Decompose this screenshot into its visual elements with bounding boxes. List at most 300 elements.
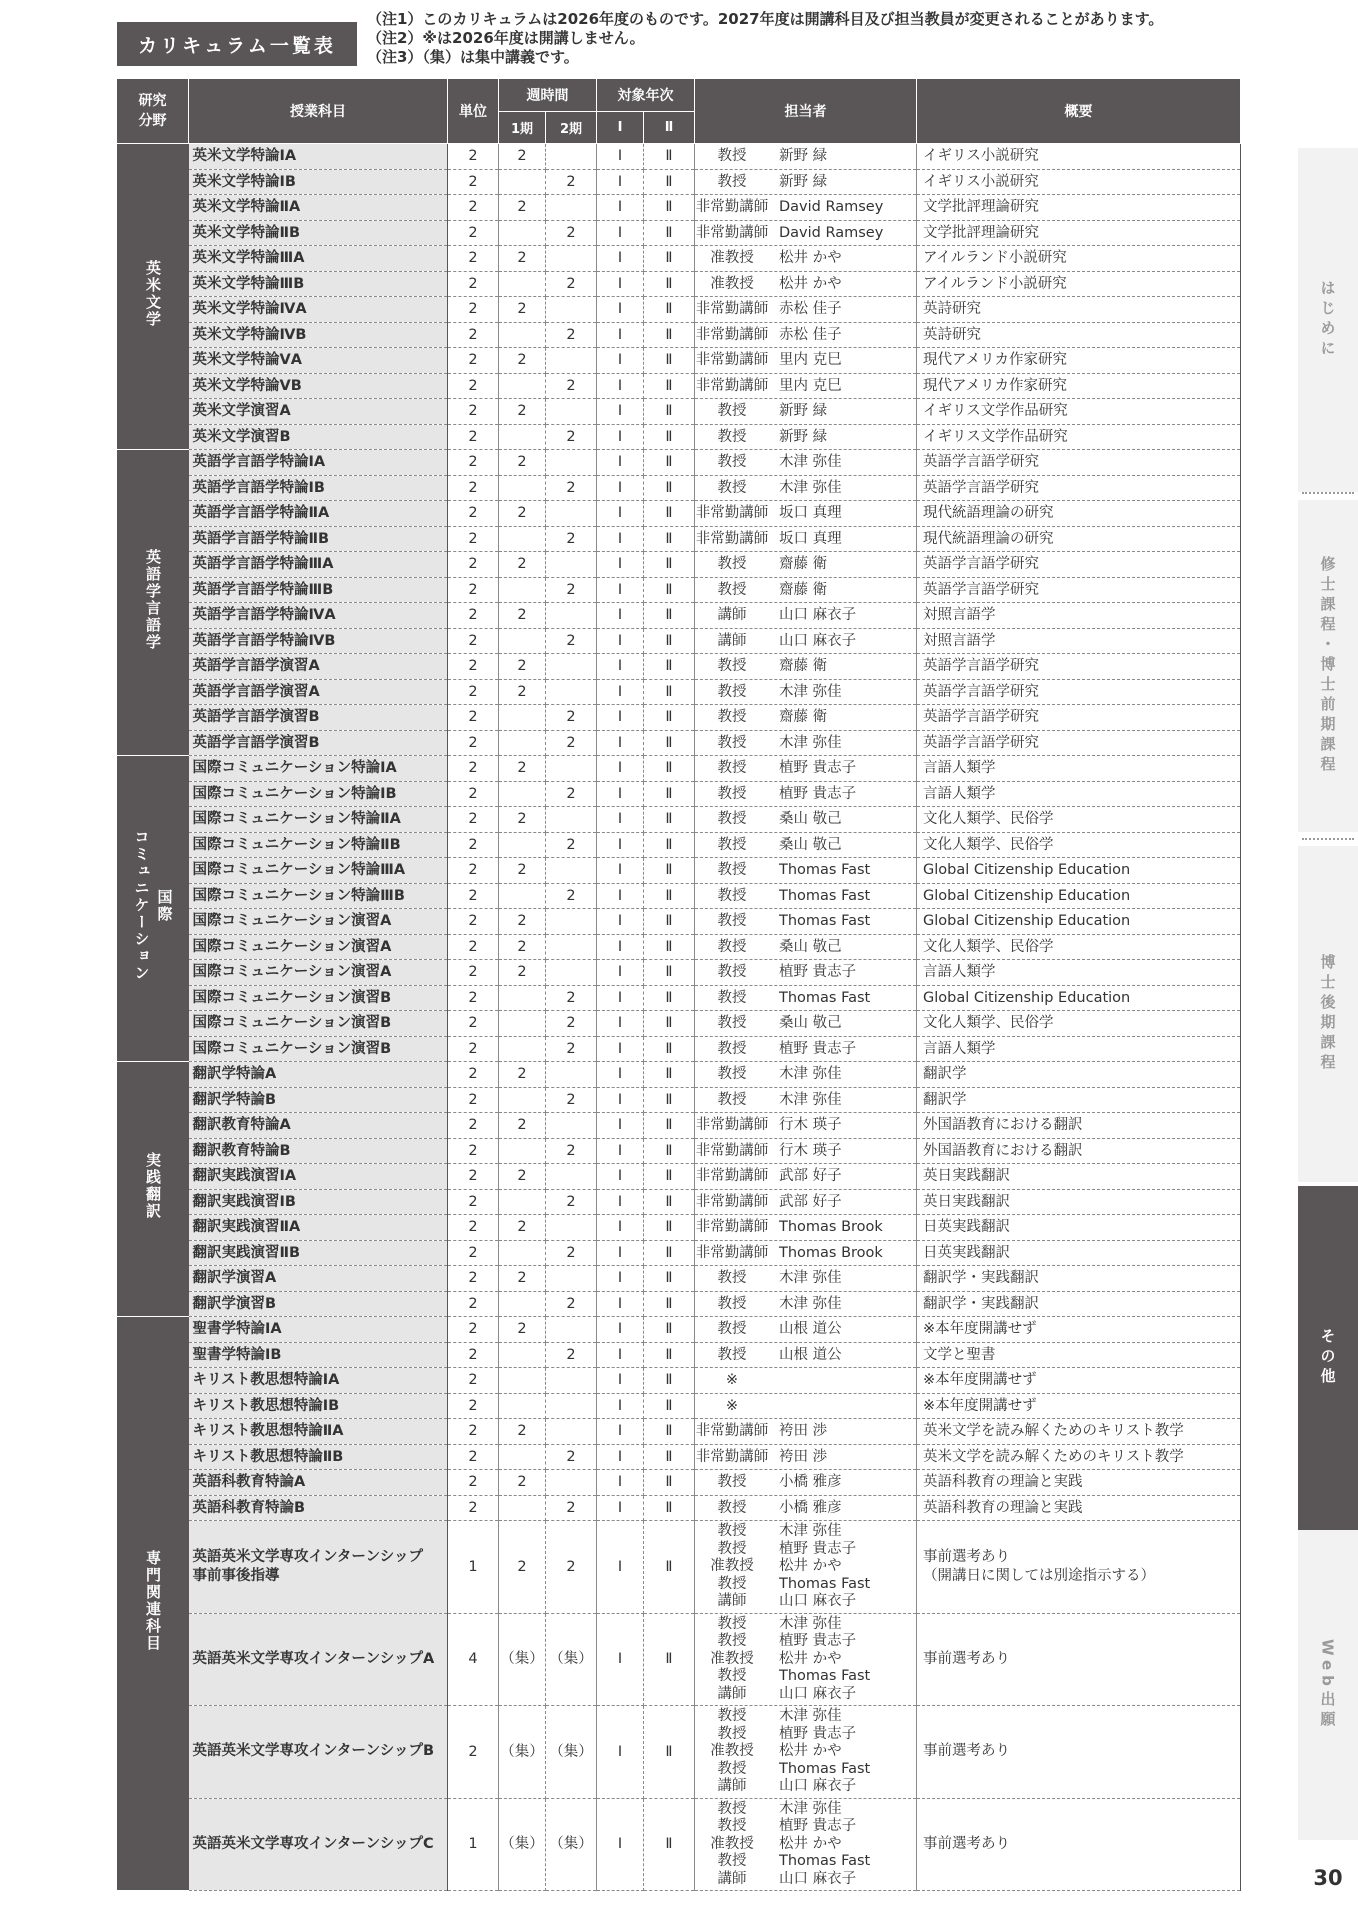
hours-term1-cell <box>499 1011 546 1037</box>
instructor-name: 植野 貴志子 <box>779 1540 857 1557</box>
year2-cell: Ⅱ <box>644 832 695 858</box>
instructor-cell <box>695 322 917 348</box>
overview-cell: 英米文学を読み解くためのキリスト教学 <box>917 1444 1241 1470</box>
year1-cell: Ⅰ <box>597 1521 644 1614</box>
credits-cell: 2 <box>448 195 499 221</box>
overview-cell: 翻訳学 <box>917 1062 1241 1088</box>
overview-cell: 英語学言語学研究 <box>917 450 1241 476</box>
year2-cell: Ⅱ <box>644 144 695 170</box>
instructor-cell <box>695 679 917 705</box>
year2-cell: Ⅱ <box>644 399 695 425</box>
instructor-cell <box>695 985 917 1011</box>
hours-term2-cell <box>546 807 597 833</box>
credits-cell: 2 <box>448 909 499 935</box>
year1-cell: Ⅰ <box>597 1164 644 1190</box>
year1-cell: Ⅰ <box>597 858 644 884</box>
credits-cell: 2 <box>448 603 499 629</box>
credits-cell: 2 <box>448 628 499 654</box>
sidebar-tab-intro[interactable]: はじめに <box>1298 148 1358 492</box>
instructor-cell <box>695 832 917 858</box>
table-row <box>117 322 1241 348</box>
subject-cell: 翻訳学演習B <box>189 1291 448 1317</box>
instructor-name: 木津 弥佳 <box>779 1295 842 1312</box>
hours-term1-cell: 2 <box>499 195 546 221</box>
overview-cell: 英詩研究 <box>917 297 1241 323</box>
table-row <box>117 526 1241 552</box>
instructor-name: 木津 弥佳 <box>779 1066 842 1083</box>
year1-cell: Ⅰ <box>597 1087 644 1113</box>
overview-cell: 現代アメリカ作家研究 <box>917 373 1241 399</box>
year2-cell: Ⅱ <box>644 552 695 578</box>
overview-cell: 英語学言語学研究 <box>917 679 1241 705</box>
table-row <box>117 1393 1241 1419</box>
hours-term2-cell: 2 <box>546 220 597 246</box>
hours-term2-cell: 2 <box>546 1138 597 1164</box>
instructor-title: 講師 <box>717 1685 747 1702</box>
table-row <box>117 730 1241 756</box>
subject-cell: キリスト教思想特論ⅡB <box>189 1444 448 1470</box>
hours-term2-cell: 2 <box>546 985 597 1011</box>
overview-cell: 文化人類学、民俗学 <box>917 934 1241 960</box>
instructor-cell <box>695 934 917 960</box>
instructor-cell <box>695 220 917 246</box>
instructor-title: 教授 <box>717 1015 747 1032</box>
credits-cell: 2 <box>448 399 499 425</box>
overview-cell: 英米文学を読み解くためのキリスト教学 <box>917 1419 1241 1445</box>
instructor-name: 里内 克巳 <box>779 377 842 394</box>
credits-cell: 2 <box>448 373 499 399</box>
year2-cell: Ⅱ <box>644 271 695 297</box>
instructor-name: 植野 貴志子 <box>779 760 857 777</box>
instructor-title: 教授 <box>717 709 747 726</box>
field-label-line: 国際 <box>155 888 174 923</box>
instructor-entry <box>695 1801 916 1819</box>
year1-cell: Ⅰ <box>597 934 644 960</box>
credits-cell: 2 <box>448 858 499 884</box>
instructor-title: 教授 <box>717 1540 747 1557</box>
year2-cell: Ⅱ <box>644 1240 695 1266</box>
overview-cell: 対照言語学 <box>917 628 1241 654</box>
instructor-entry <box>695 1651 916 1669</box>
subject-cell: 国際コミュニケーション特論ⅠA <box>189 756 448 782</box>
instructor-name: 新野 緑 <box>779 148 828 165</box>
instructor-title: 非常勤講師 <box>695 224 769 241</box>
field-label-text: 専門関連科目 <box>144 1549 162 1652</box>
year2-cell: Ⅱ <box>644 679 695 705</box>
overview-cell: 事前選考あり <box>917 1798 1241 1891</box>
instructor-cell <box>695 169 917 195</box>
hours-term2-cell: 2 <box>546 322 597 348</box>
instructor-name: Thomas Fast <box>779 1668 871 1684</box>
field-label <box>117 1062 189 1317</box>
subject-line: 事前事後指導 <box>192 1567 280 1584</box>
year2-cell: Ⅱ <box>644 1215 695 1241</box>
instructor-title: 教授 <box>717 658 747 675</box>
instructor-name: 松井 かや <box>779 1743 842 1759</box>
year2-cell: Ⅱ <box>644 1266 695 1292</box>
year1-cell: Ⅰ <box>597 373 644 399</box>
subject-cell: 国際コミュニケーション特論ⅡA <box>189 807 448 833</box>
subject-cell: 翻訳学特論A <box>189 1062 448 1088</box>
overview-cell: ※本年度開講せず <box>917 1317 1241 1343</box>
subject-cell: 翻訳実践演習ⅠA <box>189 1164 448 1190</box>
hours-term2-cell <box>546 297 597 323</box>
year1-cell: Ⅰ <box>597 756 644 782</box>
hours-term2-cell: 2 <box>546 1521 597 1614</box>
instructor-name: 齋藤 衛 <box>779 709 828 726</box>
instructor-entry <box>695 1778 916 1796</box>
instructor-entry <box>695 1616 916 1634</box>
sidebar-tab-doctoral[interactable]: 博士後期課程 <box>1298 846 1358 1182</box>
instructor-title: 教授 <box>717 1295 747 1312</box>
credits-cell: 2 <box>448 1215 499 1241</box>
hours-term1-cell <box>499 1138 546 1164</box>
instructor-name: 木津 弥佳 <box>779 1091 842 1108</box>
instructor-name: Thomas Brook <box>779 1219 883 1236</box>
hours-term2-cell: 2 <box>546 1444 597 1470</box>
sidebar-tab-web-application[interactable]: Web出願 <box>1298 1530 1358 1840</box>
field-label <box>117 756 189 1062</box>
credits-cell: 2 <box>448 297 499 323</box>
year1-cell: Ⅰ <box>597 271 644 297</box>
subject-cell: 英語科教育特論A <box>189 1470 448 1496</box>
instructor-name: 袴田 渉 <box>779 1448 828 1465</box>
year1-cell: Ⅰ <box>597 1240 644 1266</box>
instructor-name: 小橋 雅彦 <box>779 1474 842 1491</box>
year2-cell: Ⅱ <box>644 424 695 450</box>
year1-cell: Ⅰ <box>597 1368 644 1394</box>
table-row <box>117 1215 1241 1241</box>
hours-term1-cell: （集） <box>499 1613 546 1706</box>
instructor-name: 桑山 敬己 <box>779 938 842 955</box>
instructor-name: 植野 貴志子 <box>779 785 857 802</box>
table-row <box>117 195 1241 221</box>
year2-cell: Ⅱ <box>644 1393 695 1419</box>
year1-cell: Ⅰ <box>597 220 644 246</box>
year1-cell: Ⅰ <box>597 781 644 807</box>
hours-term2-cell: 2 <box>546 1291 597 1317</box>
instructor-cell <box>695 1521 917 1614</box>
instructor-title: 教授 <box>717 581 747 598</box>
instructor-name: 山根 道公 <box>779 1321 842 1338</box>
year2-cell: Ⅱ <box>644 628 695 654</box>
year2-cell: Ⅱ <box>644 246 695 272</box>
instructor-name: Thomas Brook <box>779 1244 883 1261</box>
table-row <box>117 628 1241 654</box>
sidebar-tab-other[interactable]: その他 <box>1298 1186 1358 1530</box>
credits-cell: 2 <box>448 501 499 527</box>
hours-term2-cell: 2 <box>546 1189 597 1215</box>
overview-cell: 文化人類学、民俗学 <box>917 807 1241 833</box>
year1-cell: Ⅰ <box>597 1113 644 1139</box>
instructor-cell <box>695 705 917 731</box>
year1-cell: Ⅰ <box>597 1444 644 1470</box>
instructor-cell <box>695 1087 917 1113</box>
subject-cell: 英米文学特論ⅢB <box>189 271 448 297</box>
hours-term2-cell <box>546 1317 597 1343</box>
hours-term1-cell <box>499 169 546 195</box>
instructor-name: 松井 かや <box>779 275 842 292</box>
overview-cell: 言語人類学 <box>917 1036 1241 1062</box>
year1-cell: Ⅰ <box>597 195 644 221</box>
subject-cell: 英米文学特論ⅤB <box>189 373 448 399</box>
subject-cell: 英語学言語学特論ⅠB <box>189 475 448 501</box>
instructor-title: 教授 <box>717 1321 747 1338</box>
hours-term2-cell <box>546 679 597 705</box>
credits-cell: 2 <box>448 985 499 1011</box>
hours-term1-cell <box>499 1444 546 1470</box>
overview-cell: 文学と聖書 <box>917 1342 1241 1368</box>
credits-cell: 2 <box>448 756 499 782</box>
instructor-name: 木津 弥佳 <box>779 479 842 496</box>
instructor-title: 教授 <box>717 989 747 1006</box>
year2-cell: Ⅱ <box>644 883 695 909</box>
sidebar-divider <box>1302 492 1354 494</box>
hours-term2-cell <box>546 1419 597 1445</box>
year1-cell: Ⅰ <box>597 807 644 833</box>
header-overview: 概要 <box>917 79 1241 144</box>
credits-cell: 2 <box>448 1011 499 1037</box>
instructor-title: 非常勤講師 <box>695 505 769 522</box>
hours-term1-cell: 2 <box>499 348 546 374</box>
subject-cell: 英語学言語学特論ⅠA <box>189 450 448 476</box>
instructor-cell <box>695 1189 917 1215</box>
instructor-entry <box>695 1668 916 1686</box>
table-row <box>117 271 1241 297</box>
instructor-cell <box>695 1291 917 1317</box>
instructor-title: 講師 <box>717 1778 747 1794</box>
instructor-cell <box>695 1444 917 1470</box>
instructor-entry <box>695 1633 916 1651</box>
subject-cell: 英語英米文学専攻インターンシップC <box>189 1798 448 1891</box>
table-row <box>117 373 1241 399</box>
instructor-name: Thomas Fast <box>779 913 871 930</box>
hours-term1-cell: 2 <box>499 909 546 935</box>
instructor-title: 教授 <box>717 1066 747 1083</box>
instructor-entry <box>695 1818 916 1836</box>
curriculum-body <box>117 144 1241 1891</box>
year1-cell: Ⅰ <box>597 450 644 476</box>
hours-term1-cell <box>499 373 546 399</box>
instructor-name: 木津 弥佳 <box>779 683 842 700</box>
subject-line: 英語英米文学専攻インターンシップ <box>192 1548 423 1565</box>
subject-cell: 国際コミュニケーション演習B <box>189 985 448 1011</box>
instructor-title: 教授 <box>717 811 747 828</box>
hours-term1-cell: 2 <box>499 246 546 272</box>
subject-cell: 英語英米文学専攻インターンシップA <box>189 1613 448 1706</box>
instructor-name: 坂口 真理 <box>779 530 842 547</box>
instructor-title: 教授 <box>717 1499 747 1516</box>
instructor-title: 教授 <box>717 785 747 802</box>
hours-term1-cell: 2 <box>499 297 546 323</box>
year1-cell: Ⅰ <box>597 424 644 450</box>
instructor-cell <box>695 399 917 425</box>
instructor-cell <box>695 1393 917 1419</box>
overview-cell: 英詩研究 <box>917 322 1241 348</box>
hours-term2-cell <box>546 348 597 374</box>
year1-cell: Ⅰ <box>597 679 644 705</box>
credits-cell: 2 <box>448 424 499 450</box>
year2-cell: Ⅱ <box>644 1011 695 1037</box>
year2-cell: Ⅱ <box>644 501 695 527</box>
year2-cell: Ⅱ <box>644 1062 695 1088</box>
table-row <box>117 705 1241 731</box>
instructor-title: 教授 <box>717 836 747 853</box>
header-instructor: 担当者 <box>695 79 917 144</box>
instructor-cell <box>695 1113 917 1139</box>
header-term1: 1期 <box>499 112 546 144</box>
instructor-cell <box>695 1368 917 1394</box>
credits-cell: 2 <box>448 450 499 476</box>
table-row <box>117 1291 1241 1317</box>
instructor-cell <box>695 960 917 986</box>
instructor-title: 非常勤講師 <box>695 1423 769 1440</box>
credits-cell: 2 <box>448 552 499 578</box>
table-row <box>117 1613 1241 1706</box>
instructor-cell <box>695 909 917 935</box>
instructor-name: David Ramsey <box>779 199 884 216</box>
hours-term2-cell <box>546 1113 597 1139</box>
instructor-title: 非常勤講師 <box>695 1168 769 1185</box>
hours-term2-cell <box>546 1266 597 1292</box>
hours-term2-cell <box>546 399 597 425</box>
year2-cell: Ⅱ <box>644 858 695 884</box>
instructor-title: 非常勤講師 <box>695 530 769 547</box>
overview-cell: 言語人類学 <box>917 960 1241 986</box>
instructor-cell <box>695 807 917 833</box>
instructor-entry <box>695 1761 916 1779</box>
subject-cell: 英語学言語学特論ⅢA <box>189 552 448 578</box>
table-row <box>117 1798 1241 1891</box>
instructor-name: 里内 克巳 <box>779 352 842 369</box>
overview-cell: 文化人類学、民俗学 <box>917 832 1241 858</box>
credits-cell: 2 <box>448 1266 499 1292</box>
table-row <box>117 781 1241 807</box>
sidebar-tab-masters[interactable]: 修士課程・博士前期課程 <box>1298 500 1358 832</box>
instructor-title: 教授 <box>717 862 747 879</box>
year2-cell: Ⅱ <box>644 1470 695 1496</box>
overview-cell: 外国語教育における翻訳 <box>917 1113 1241 1139</box>
overview-cell: 英語学言語学研究 <box>917 654 1241 680</box>
credits-cell: 2 <box>448 1138 499 1164</box>
instructor-name: 松井 かや <box>779 1835 842 1852</box>
instructor-entry <box>695 1523 916 1541</box>
credits-cell: 2 <box>448 1291 499 1317</box>
year2-cell: Ⅱ <box>644 1495 695 1521</box>
overview-cell: ※本年度開講せず <box>917 1393 1241 1419</box>
overview-cell: Global Citizenship Education <box>917 909 1241 935</box>
year2-cell: Ⅱ <box>644 1706 695 1799</box>
year2-cell: Ⅱ <box>644 1419 695 1445</box>
subject-cell: 英語科教育特論B <box>189 1495 448 1521</box>
table-row <box>117 552 1241 578</box>
hours-term1-cell <box>499 220 546 246</box>
hours-term1-cell: 2 <box>499 654 546 680</box>
instructor-entry <box>695 1558 916 1576</box>
instructor-name: 木津 弥佳 <box>779 454 842 471</box>
table-row <box>117 985 1241 1011</box>
instructor-title: 教授 <box>717 887 747 904</box>
subject-cell: 国際コミュニケーション演習A <box>189 909 448 935</box>
year2-cell: Ⅱ <box>644 577 695 603</box>
hours-term1-cell <box>499 781 546 807</box>
table-row <box>117 246 1241 272</box>
instructor-name: 桑山 敬己 <box>779 1015 842 1032</box>
credits-cell: 2 <box>448 348 499 374</box>
hours-term1-cell: 2 <box>499 552 546 578</box>
credits-cell: 2 <box>448 1444 499 1470</box>
instructor-name: Thomas Fast <box>779 1853 871 1869</box>
hours-term2-cell: 2 <box>546 832 597 858</box>
instructor-name: 松井 かや <box>779 1650 842 1667</box>
table-row <box>117 1189 1241 1215</box>
instructor-cell <box>695 1470 917 1496</box>
hours-term1-cell <box>499 832 546 858</box>
table-row <box>117 909 1241 935</box>
credits-cell: 2 <box>448 1113 499 1139</box>
instructor-name: 山根 道公 <box>779 1346 842 1363</box>
hours-term2-cell <box>546 246 597 272</box>
hours-term1-cell: 2 <box>499 1164 546 1190</box>
table-row <box>117 883 1241 909</box>
hours-term1-cell: 2 <box>499 1317 546 1343</box>
sidebar <box>1298 0 1358 1920</box>
instructor-title: 教授 <box>717 1800 747 1817</box>
hours-term2-cell <box>546 1470 597 1496</box>
overview-cell: 日英実践翻訳 <box>917 1215 1241 1241</box>
hours-term1-cell: 2 <box>499 1215 546 1241</box>
year1-cell: Ⅰ <box>597 1215 644 1241</box>
year2-cell: Ⅱ <box>644 526 695 552</box>
credits-cell: 2 <box>448 832 499 858</box>
hours-term2-cell: （集） <box>546 1798 597 1891</box>
hours-term1-cell: （集） <box>499 1706 546 1799</box>
hours-term1-cell <box>499 1393 546 1419</box>
table-row <box>117 1164 1241 1190</box>
year2-cell: Ⅱ <box>644 705 695 731</box>
year1-cell: Ⅰ <box>597 960 644 986</box>
hours-term2-cell <box>546 909 597 935</box>
table-row <box>117 1011 1241 1037</box>
credits-cell: 2 <box>448 169 499 195</box>
hours-term2-cell: 2 <box>546 271 597 297</box>
instructor-title: 准教授 <box>710 1743 754 1759</box>
year1-cell: Ⅰ <box>597 501 644 527</box>
instructor-title: ※ <box>725 1397 739 1414</box>
instructor-cell <box>695 781 917 807</box>
hours-term2-cell <box>546 1164 597 1190</box>
year1-cell: Ⅰ <box>597 654 644 680</box>
year1-cell: Ⅰ <box>597 1419 644 1445</box>
hours-term2-cell: 2 <box>546 424 597 450</box>
subject-cell: 英語学言語学特論ⅣB <box>189 628 448 654</box>
hours-term2-cell: 2 <box>546 883 597 909</box>
hours-term2-cell: 2 <box>546 373 597 399</box>
subject-cell: 翻訳学演習A <box>189 1266 448 1292</box>
year2-cell: Ⅱ <box>644 322 695 348</box>
instructor-title: 教授 <box>717 1818 747 1834</box>
hours-term1-cell <box>499 1240 546 1266</box>
table-row <box>117 679 1241 705</box>
credits-cell: 2 <box>448 654 499 680</box>
instructor-cell <box>695 1164 917 1190</box>
instructor-title: 講師 <box>717 1870 747 1887</box>
header-term2: 2期 <box>546 112 597 144</box>
hours-term1-cell <box>499 424 546 450</box>
instructor-cell <box>695 1495 917 1521</box>
instructor-title: 教授 <box>717 454 747 471</box>
instructor-name: 植野 貴志子 <box>779 1040 857 1057</box>
